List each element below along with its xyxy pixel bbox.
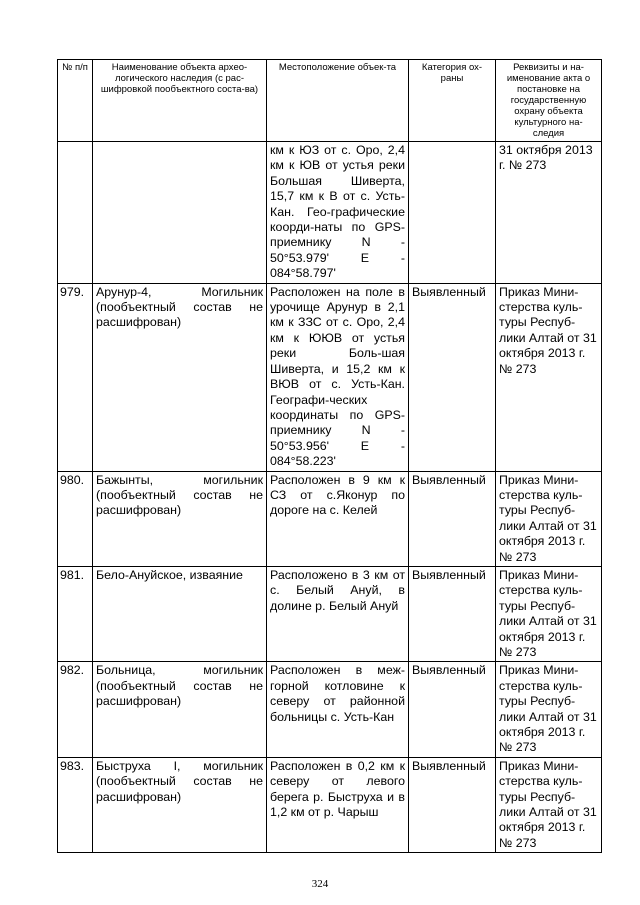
- header-name: Наименование объекта архео-логического наследия (с рас-шифровкой пообъектного соста-ва): [93, 60, 267, 142]
- cell-name: Больница, могильник (пообъектный состав не расшифрован): [93, 662, 267, 757]
- cell-name: Бажынты, могильник (пообъектный состав не расшифрован): [93, 471, 267, 566]
- cell-requisites: Приказ Мини-стерства куль-туры Респуб-лики Алтай от 31 октября 2013 г. № 273: [496, 566, 602, 661]
- cell-category: Выявленный: [409, 662, 496, 757]
- cell-num: [58, 142, 93, 284]
- cell-location: Расположен в 0,2 км к северу от левого берега р. Быструха и в 1,2 км от р. Чарыш: [267, 757, 409, 852]
- cell-name: Арунур-4, Могильник (пообъектный состав не расшифрован): [93, 283, 267, 471]
- cell-location: км к ЮЗ от с. Оро, 2,4 км к ЮВ от устья реки Большая Шиверта, 15,7 км к В от с. Усть-Кан. Гео-графические коорди-наты по GPS-приемнику N - 50°53.979' E - 084°58.797': [267, 142, 409, 284]
- cell-location: Расположен в 9 км к СЗ от с.Яконур по дороге на с. Келей: [267, 471, 409, 566]
- cell-location: Расположено в 3 км от с. Белый Ануй, в долине р. Белый Ануй: [267, 566, 409, 661]
- header-num: № п/п: [58, 60, 93, 142]
- table-row: [58, 662, 602, 757]
- page-number: 324: [311, 878, 329, 890]
- cell-location: Расположен на поле в урочище Арунур в 2,1 км к ЗЗС от с. Оро, 2,4 км к ЮЮВ от устья реки Боль-шая Шиверта, и 15,2 км к ВЮВ от с. Усть-Кан. Географи-ческих координаты по GPS-приемнику N - 50°53.956' E - 084°58.223': [267, 283, 409, 471]
- cell-num: 980.: [58, 471, 93, 566]
- cell-location: Расположен в меж-горной котловине к северу от районной больницы с. Усть-Кан: [267, 662, 409, 757]
- table-header-row: [58, 60, 602, 142]
- cell-category: Выявленный: [409, 471, 496, 566]
- cell-requisites: Приказ Мини-стерства куль-туры Респуб-лики Алтай от 31 октября 2013 г. № 273: [496, 471, 602, 566]
- cell-requisites: Приказ Мини-стерства куль-туры Респуб-лики Алтай от 31 октября 2013 г. № 273: [496, 662, 602, 757]
- cell-requisites: Приказ Мини-стерства куль-туры Респуб-лики Алтай от 31 октября 2013 г. № 273: [496, 757, 602, 852]
- cell-num: 979.: [58, 283, 93, 471]
- header-requisites: Реквизиты и на-именование акта о постановке на государственную охрану объекта культурного на-следия: [496, 60, 602, 142]
- table-row: [58, 757, 602, 852]
- cell-name: Бело-Ануйское, изваяние: [93, 566, 267, 661]
- cell-category: Выявленный: [409, 757, 496, 852]
- cell-num: 981.: [58, 566, 93, 661]
- cell-requisites: Приказ Мини-стерства куль-туры Респуб-лики Алтай от 31 октября 2013 г. № 273: [496, 283, 602, 471]
- table-row: [58, 142, 602, 284]
- cell-name: Быструха I, могильник (пообъектный состав не расшифрован): [93, 757, 267, 852]
- header-location: Местоположение объек-та: [267, 60, 409, 142]
- cell-num: 982.: [58, 662, 93, 757]
- header-category: Категория ох-раны: [409, 60, 496, 142]
- table-row: [58, 566, 602, 661]
- cell-requisites: 31 октября 2013 г. № 273: [496, 142, 602, 284]
- cell-num: 983.: [58, 757, 93, 852]
- cell-category: Выявленный: [409, 283, 496, 471]
- table-row: [58, 471, 602, 566]
- heritage-table: [57, 59, 602, 853]
- table-row: [58, 283, 602, 471]
- cell-category: Выявленный: [409, 566, 496, 661]
- cell-category: [409, 142, 496, 284]
- cell-name: [93, 142, 267, 284]
